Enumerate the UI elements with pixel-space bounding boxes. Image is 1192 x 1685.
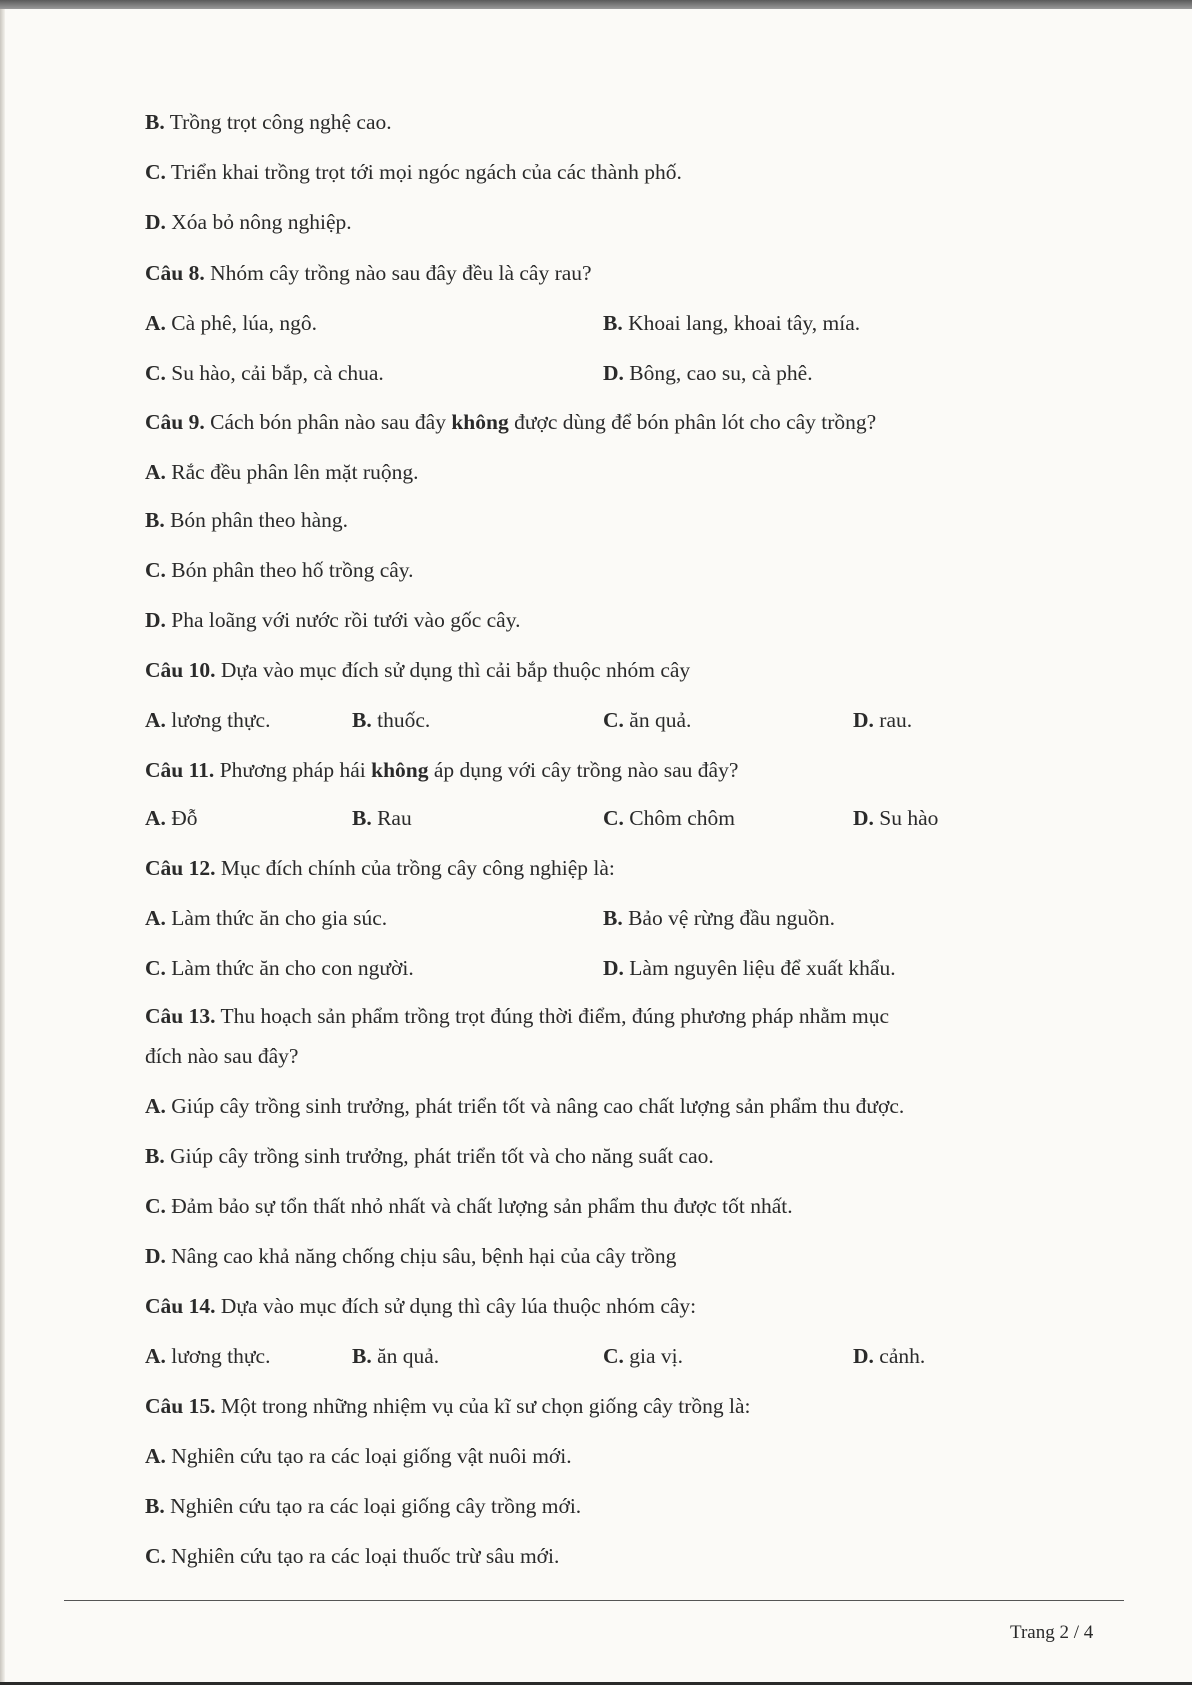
line-text: Bón phân theo hàng.	[164, 508, 349, 532]
option-text: Khoai lang, khoai tây, mía.	[622, 311, 861, 335]
option-text: Làm thức ăn cho con người.	[165, 956, 414, 980]
option-label: B.	[352, 806, 372, 830]
option-label: C.	[145, 1194, 166, 1218]
option-text: Cà phê, lúa, ngô.	[165, 311, 317, 335]
answer-option	[603, 808, 735, 830]
answer-option	[352, 808, 412, 830]
option-text: cảnh.	[873, 1344, 926, 1368]
option-label: A.	[145, 806, 166, 830]
line-text: đích nào sau đây?	[145, 1044, 299, 1068]
text-line	[145, 660, 690, 682]
answer-option	[853, 808, 938, 830]
question-9-option-a: A. Rắc đều phân lên mặt ruộng.	[145, 460, 419, 484]
option-text: thuốc.	[371, 708, 431, 732]
scan-left-edge	[0, 9, 5, 1685]
option-text: ăn quả.	[623, 708, 692, 732]
option-text: Bông, cao su, cà phê.	[623, 361, 813, 385]
option-text: Rau	[371, 806, 412, 830]
line-text: Nghiên cứu tạo ra các loại thuốc trừ sâu mới.	[165, 1544, 560, 1568]
option-text: lương thực.	[165, 1344, 271, 1368]
answer-option	[145, 958, 414, 980]
line-text: Nghiên cứu tạo ra các loại giống vật nuôi mới.	[165, 1444, 572, 1468]
option-label: C.	[603, 1344, 624, 1368]
text-line	[145, 1396, 751, 1418]
text-line	[145, 560, 414, 582]
question-label: Câu 8.	[145, 261, 205, 285]
text-line	[145, 510, 348, 532]
option-label: C.	[145, 558, 166, 582]
option-label: C.	[145, 956, 166, 980]
option-label: D.	[603, 956, 624, 980]
question-11: Câu 11. Phương pháp hái không áp dụng với cây trồng nào sau đây?	[145, 758, 739, 782]
option-text: lương thực.	[165, 708, 271, 732]
line-text: Một trong những nhiệm vụ của kĩ sư chọn giống cây trồng là:	[215, 1394, 751, 1418]
scan-top-edge	[0, 0, 1192, 9]
text-line	[145, 1446, 572, 1468]
answer-option	[853, 710, 912, 732]
option-text: Chôm chôm	[623, 806, 735, 830]
text-line	[145, 1046, 298, 1068]
option-label: D.	[145, 210, 166, 234]
option-text: Su hào, cải bắp, cà chua.	[165, 361, 384, 385]
text-line	[145, 1096, 904, 1118]
option-label: B.	[145, 508, 165, 532]
option-label: C.	[603, 806, 624, 830]
answer-option	[603, 363, 813, 385]
line-text: Dựa vào mục đích sử dụng thì cây lúa thuộc nhóm cây:	[215, 1294, 697, 1318]
option-label: D.	[853, 1344, 874, 1368]
answer-option	[603, 1346, 683, 1368]
option-label: D.	[145, 608, 166, 632]
answer-option	[145, 1346, 270, 1368]
question-label: Câu 10.	[145, 658, 216, 682]
answer-option	[145, 908, 387, 930]
option-label: C.	[145, 160, 166, 184]
option-label: B.	[352, 1344, 372, 1368]
line-text: Giúp cây trồng sinh trưởng, phát triển tốt và cho năng suất cao.	[164, 1144, 714, 1168]
answer-option	[603, 958, 896, 980]
option-label: C.	[145, 361, 166, 385]
line-text: Nhóm cây trồng nào sau đây đều là cây rau?	[204, 261, 592, 285]
option-label: A.	[145, 1094, 166, 1118]
line-text: Nghiên cứu tạo ra các loại giống cây trồng mới.	[164, 1494, 582, 1518]
footer-rule	[64, 1600, 1124, 1601]
option-text: rau.	[873, 708, 913, 732]
line-text: Đảm bảo sự tổn thất nhỏ nhất và chất lượng sản phẩm thu được tốt nhất.	[165, 1194, 793, 1218]
option-label: B.	[145, 110, 165, 134]
option-text: Bảo vệ rừng đầu nguồn.	[622, 906, 835, 930]
question-13: Câu 13. Thu hoạch sản phẩm trồng trọt đúng thời điểm, đúng phương pháp nhằm mục	[145, 1004, 890, 1028]
answer-option	[145, 808, 198, 830]
option-label: A.	[145, 906, 166, 930]
option-label: A.	[145, 1344, 166, 1368]
option-label: A.	[145, 708, 166, 732]
line-text: Dựa vào mục đích sử dụng thì cải bắp thuộc nhóm cây	[215, 658, 691, 682]
option-text: Đỗ	[165, 806, 198, 830]
line-text: Mục đích chính của trồng cây công nghiệp là:	[215, 856, 615, 880]
question-9: Câu 9. Cách bón phân nào sau đây không được dùng để bón phân lót cho cây trồng?	[145, 410, 877, 434]
answer-option	[145, 710, 270, 732]
text-line	[145, 1246, 676, 1268]
line-text: Xóa bỏ nông nghiệp.	[165, 210, 352, 234]
text-line	[145, 1146, 714, 1168]
text-line	[145, 1546, 559, 1568]
text-line	[145, 858, 615, 880]
line-text: Bón phân theo hố trồng cây.	[165, 558, 414, 582]
text-line	[145, 162, 682, 184]
answer-option	[603, 313, 860, 335]
text-line	[145, 1196, 793, 1218]
option-label: D.	[853, 806, 874, 830]
text-line	[145, 263, 592, 285]
answer-option	[145, 363, 384, 385]
question-label: Câu 15.	[145, 1394, 216, 1418]
text-line	[145, 1496, 581, 1518]
line-text: Giúp cây trồng sinh trưởng, phát triển tốt và nâng cao chất lượng sản phẩm thu được.	[165, 1094, 905, 1118]
answer-option	[603, 908, 835, 930]
option-text: Su hào	[873, 806, 939, 830]
option-label: B.	[145, 1144, 165, 1168]
question-label: Câu 14.	[145, 1294, 216, 1318]
question-label: Câu 12.	[145, 856, 216, 880]
option-text: gia vị.	[623, 1344, 684, 1368]
page-number: Trang 2 / 4	[1010, 1622, 1094, 1643]
option-label: B.	[352, 708, 372, 732]
option-label: B.	[145, 1494, 165, 1518]
answer-option	[145, 313, 317, 335]
answer-option	[352, 710, 430, 732]
option-label: C.	[145, 1544, 166, 1568]
text-line	[145, 112, 392, 134]
line-text: Nâng cao khả năng chống chịu sâu, bệnh hại của cây trồng	[165, 1244, 677, 1268]
option-text: Làm nguyên liệu để xuất khẩu.	[623, 956, 896, 980]
option-label: D.	[145, 1244, 166, 1268]
answer-option	[352, 1346, 439, 1368]
option-text: ăn quả.	[371, 1344, 440, 1368]
option-label: D.	[853, 708, 874, 732]
option-label: A.	[145, 1444, 166, 1468]
answer-option	[603, 710, 691, 732]
text-line	[145, 610, 520, 632]
option-label: C.	[603, 708, 624, 732]
option-text: Làm thức ăn cho gia súc.	[165, 906, 388, 930]
option-label: B.	[603, 906, 623, 930]
option-label: B.	[603, 311, 623, 335]
line-text: Triển khai trồng trọt tới mọi ngóc ngách của các thành phố.	[165, 160, 682, 184]
line-text: Pha loãng với nước rồi tưới vào gốc cây.	[165, 608, 521, 632]
option-label: D.	[603, 361, 624, 385]
option-label: A.	[145, 311, 166, 335]
answer-option	[853, 1346, 925, 1368]
line-text: Trồng trọt công nghệ cao.	[164, 110, 392, 134]
text-line	[145, 212, 352, 234]
text-line	[145, 1296, 696, 1318]
